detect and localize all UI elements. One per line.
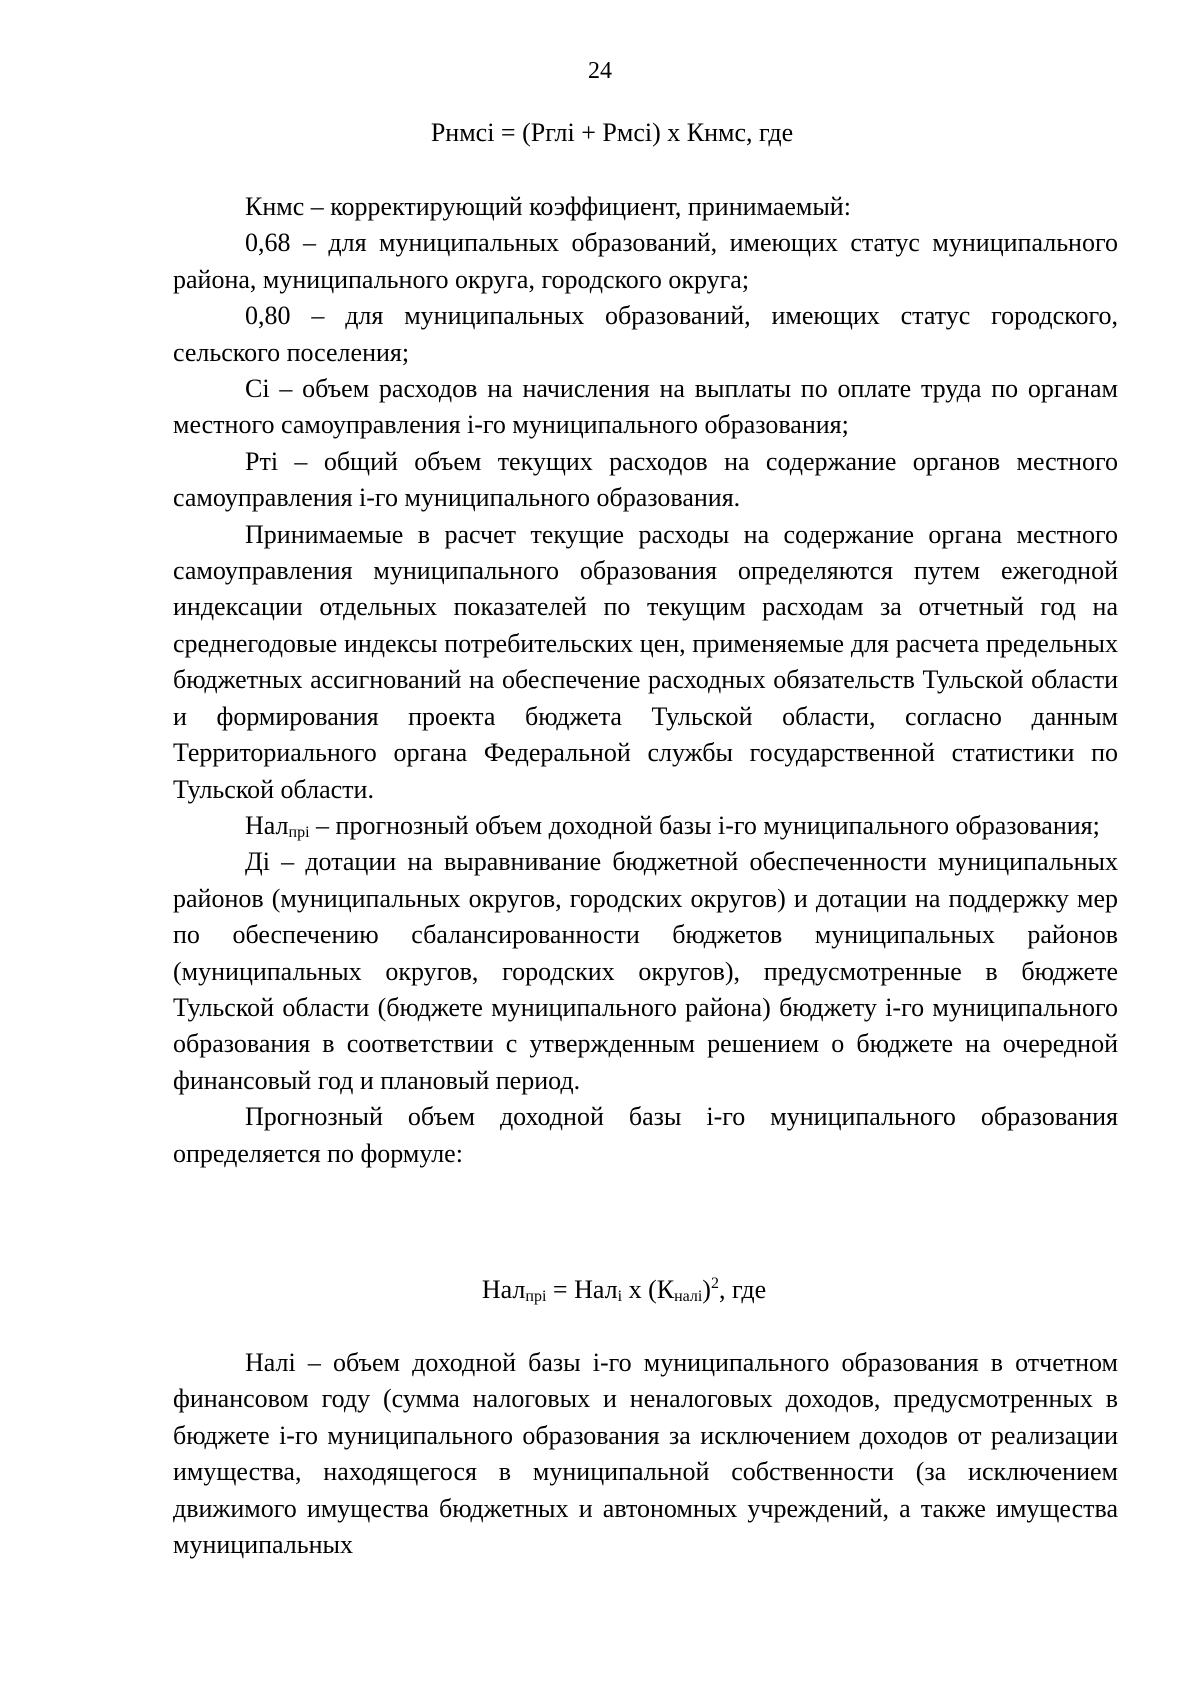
paragraph-forecast-intro: Прогнозный объем доходной базы i-го муниципального образования определяется по формуле: bbox=[173, 1102, 1118, 1168]
paragraph-coef-080: 0,80 – для муниципальных образований, имеющих статус городского, сельского поселения; bbox=[173, 301, 1118, 367]
definitions-block-bottom bbox=[173, 1345, 1118, 1563]
formula-rnms: Рнмсi = (Рглi + Рмсi) х Кнмс, где bbox=[430, 118, 794, 147]
paragraph-nali: Налi – объем доходной базы i-го муниципального образования в отчетном финансовом году (сумма налоговых и неналоговых доходов, предусмотренных в бюджете i-го муниципального образования за исключением доходов от реализации имущества, находящегося в муниципальной собственности (за исключением движимого имущества бюджетных и автономных учреждений, а также имущества муниципальных bbox=[173, 1348, 1118, 1560]
formula2-close: ) bbox=[702, 1275, 711, 1304]
formula2-lhs-sub: прi bbox=[525, 1288, 547, 1305]
paragraph-indexation: Принимаемые в расчет текущие расходы на содержание органа местного самоуправления муниципального образования определяются путем ежегодной индексации отдельных показателей по текущим расходам за отчетный год на среднегодовые индексы потребительских цен, применяемые для расчета предельных бюджетных ассигнований на обеспечение расходных обязательств Тульской области и формирования проекта бюджета Тульской области, согласно данным Территориального органа Федеральной службы государственной статистики по Тульской области. bbox=[173, 519, 1118, 804]
formula2-nal-sub: i bbox=[617, 1288, 623, 1305]
nal-subscript: прi bbox=[288, 823, 310, 841]
paragraph-di: Дi – дотации на выравнивание бюджетной обеспеченности муниципальных районов (муниципальных округов, городских округов) и дотации на поддержку мер по обеспечению сбалансированности бюджетов муниципальных районов (муниципальных округов, городских округов), предусмотренные в бюджете Тульской области (бюджете муниципального района) бюджету i-го муниципального образования в соответствии с утвержденным решением о бюджете на очередной финансовый год и плановый период. bbox=[173, 847, 1118, 1095]
formula2-k-sub: налi bbox=[674, 1288, 703, 1305]
formula2-power: 2 bbox=[710, 1275, 719, 1292]
nal-symbol: Нал bbox=[245, 810, 289, 840]
formula-nal-pri bbox=[24, 1273, 1200, 1307]
formula2-mul: х (К bbox=[622, 1275, 675, 1304]
paragraph-knms: Кнмс – корректирующий коэффициент, принимаемый: bbox=[245, 192, 851, 221]
paragraph-rti: Рті – общий объем текущих расходов на содержание органов местного самоуправления i-го муниципального образования. bbox=[173, 446, 1118, 513]
paragraph-coef-068: 0,68 – для муниципальных образований, имеющих статус муниципального района, муниципального округа, городского округа; bbox=[173, 228, 1118, 294]
formula2-eq: = Нал bbox=[546, 1275, 618, 1304]
definitions-block-top bbox=[173, 189, 1118, 1172]
nal-definition-text: – прогнозный объем доходной базы i-го муниципального образования; bbox=[309, 810, 1100, 840]
page-number: 24 bbox=[588, 58, 612, 84]
formula2-tail: , где bbox=[718, 1275, 767, 1304]
formula2-lhs: Нал bbox=[481, 1275, 526, 1304]
paragraph-nal-pri bbox=[173, 808, 1118, 844]
paragraph-ci: Сi – объем расходов на начисления на выплаты по оплате труда по органам местного самоуправления i-го муниципального образования; bbox=[173, 374, 1118, 440]
